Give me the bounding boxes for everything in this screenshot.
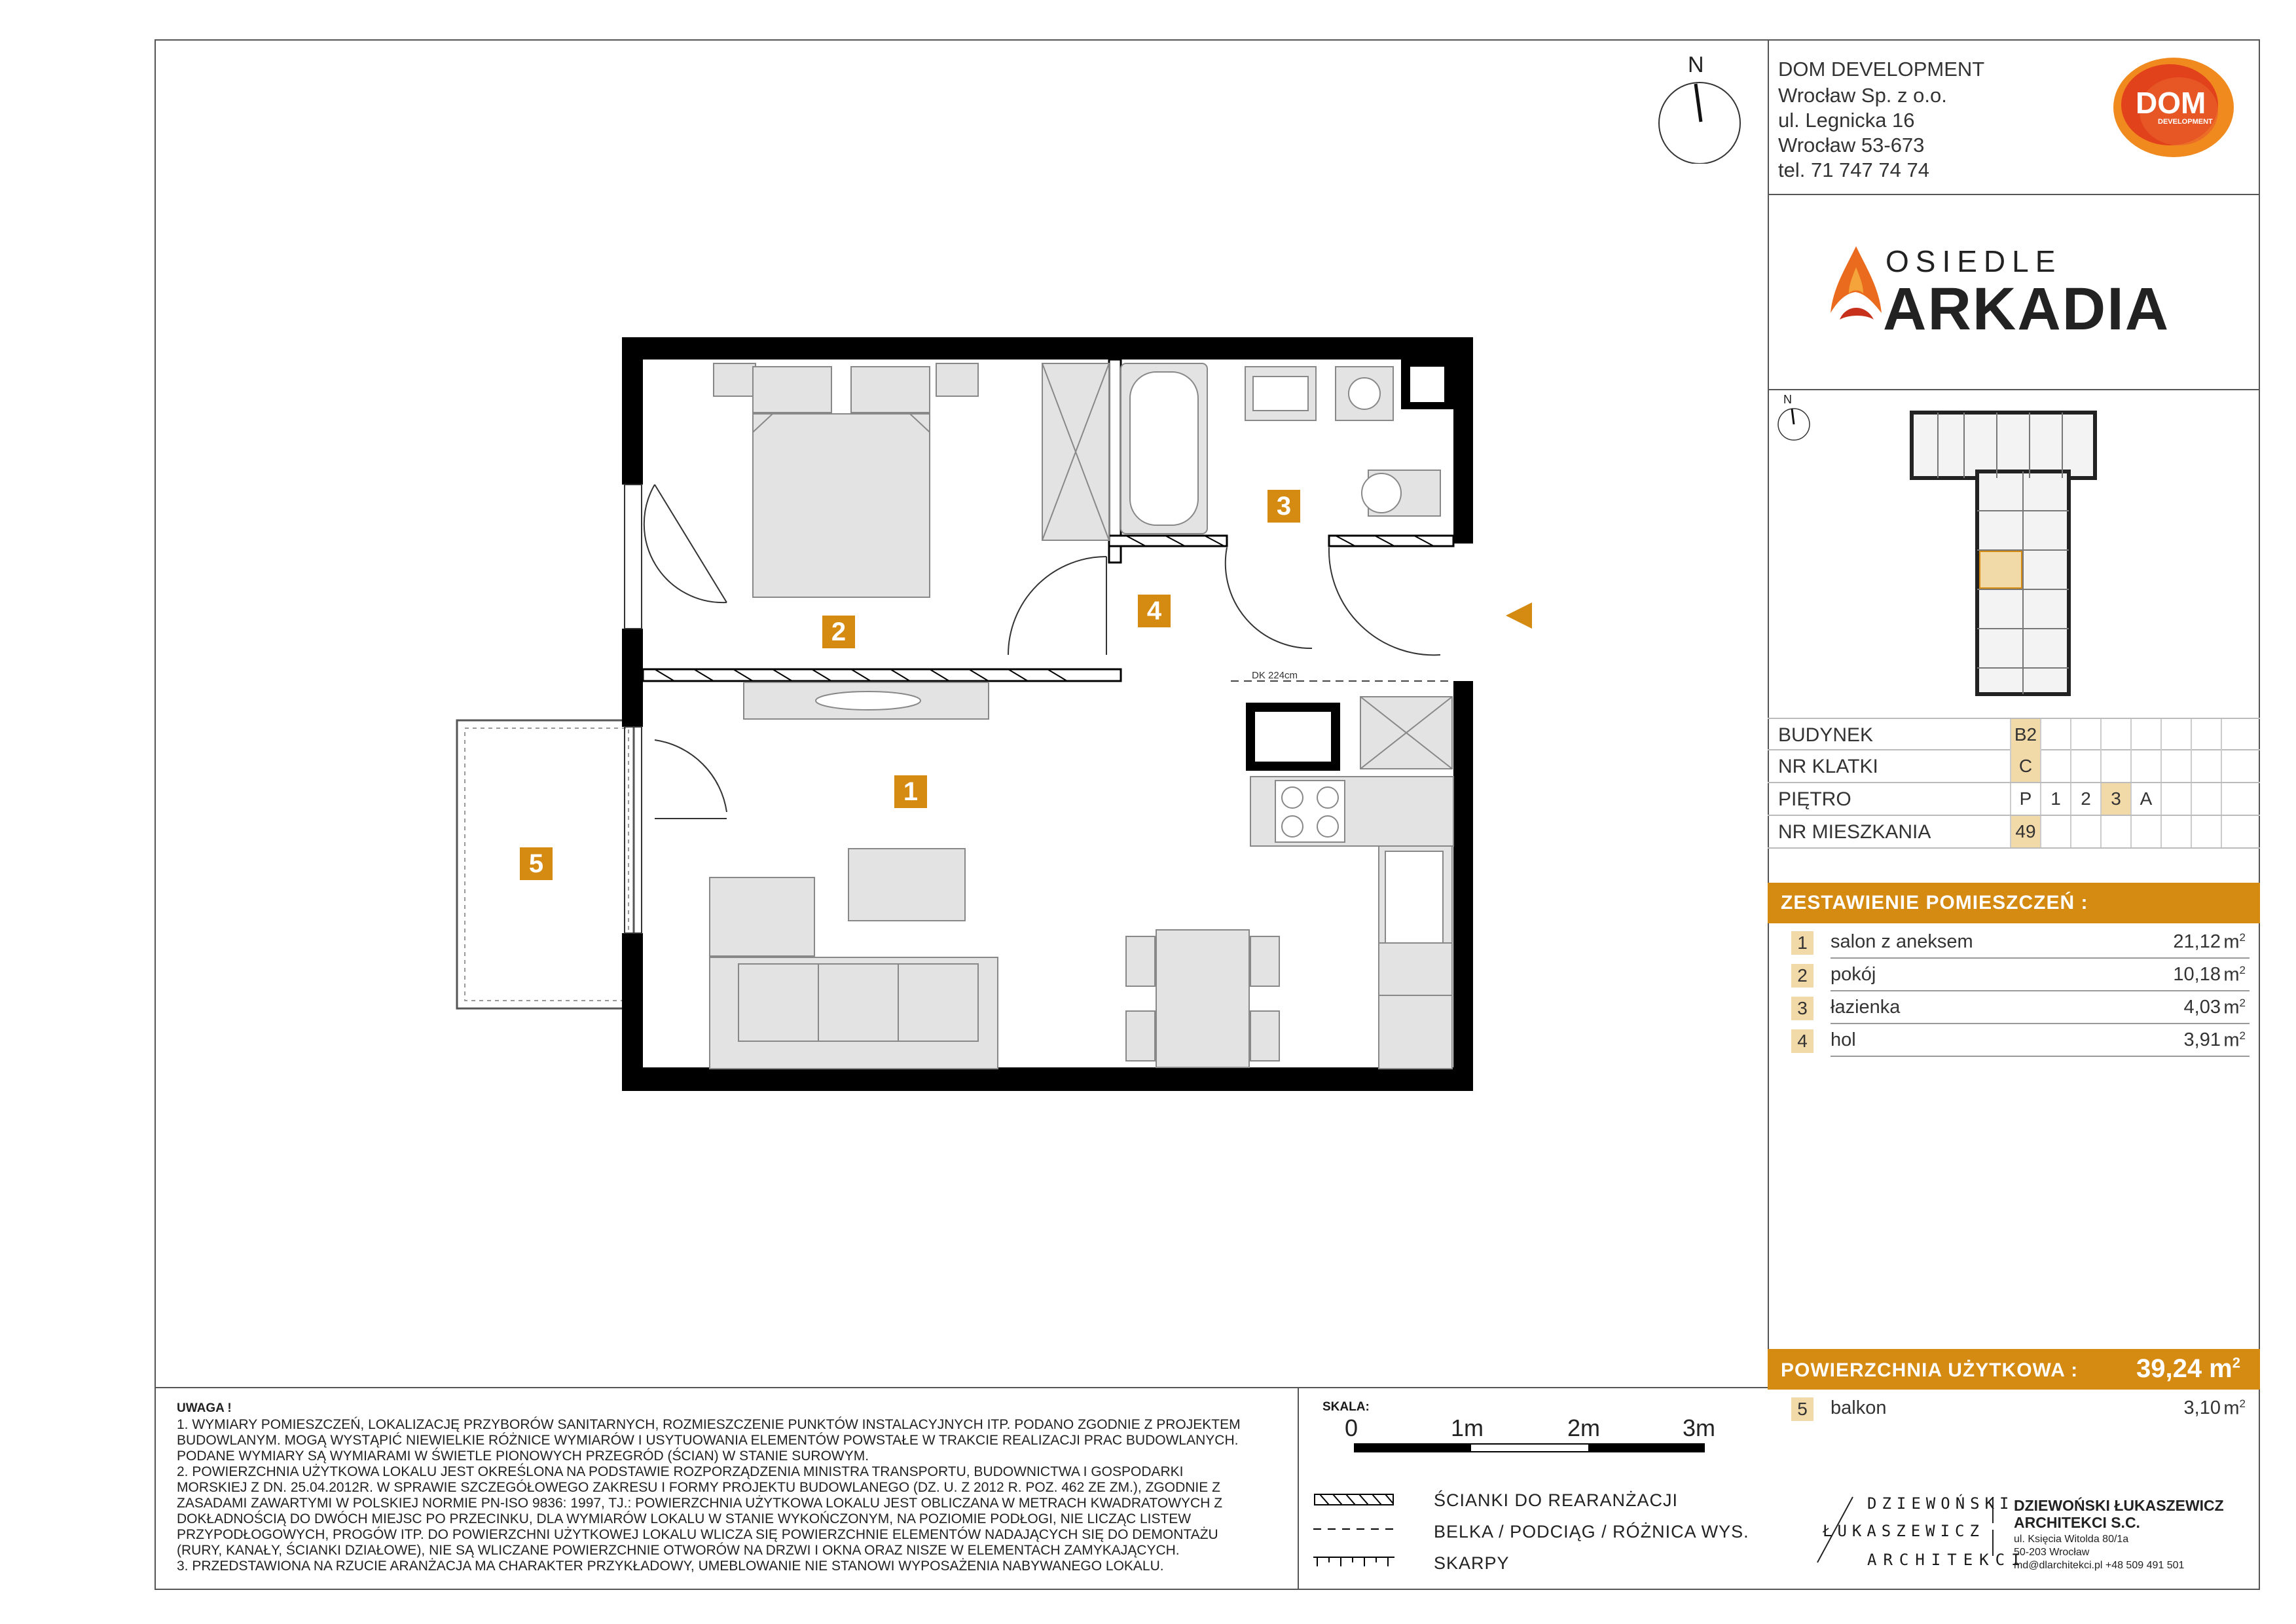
note-line: MORSKIEJ Z DN. 25.04.2012R. W SPRAWIE SZCZEGÓŁOWEGO ZAKRESU I FORMY PROJEKTU BUDOWLANEGO (DZ. U. Z 2012 R. POZ. 462 ZE ZM.), ZGODNIE Z — [177, 1480, 1220, 1495]
room-underline — [1831, 1056, 2250, 1057]
bed — [714, 363, 978, 597]
note-line: ZASADAMI ZAWARTYMI W POLSKIEJ NORMIE PN-ISO 9836: 1997, TJ.: POWIERZCHNIA UŻYTKOWA LOKALU JEST OBLICZANA W METRACH KWADRATOWYCH Z — [177, 1496, 1223, 1511]
arkadia-logo-icon — [1827, 241, 1886, 339]
room-row — [1768, 991, 2260, 1024]
scale-bar — [1354, 1443, 1705, 1452]
legend-rearrange-icon — [1313, 1493, 1394, 1506]
info-cell — [2160, 816, 2191, 847]
floor-plan — [432, 327, 1558, 1113]
room-number: 1 — [1791, 931, 1813, 955]
info-cell — [2191, 750, 2221, 782]
room-area: 10,18 — [2173, 964, 2221, 985]
note-line: BUDOWLANYM. MOGĄ WYSTĄPIĆ NIEWIELKIE RÓŻNICE WYMIARÓW I USYTUOWANIA ELEMENTÓW POWSTAŁE W TRAKCIE REALIZACJI PRAC BUDOWLANYCH. — [177, 1433, 1239, 1448]
architects-logo-line2: ŁUKASZEWICZ — [1823, 1522, 1984, 1540]
architects-name-suffix: ARCHITEKCI S.C. — [2014, 1514, 2140, 1531]
project-prefix: OSIEDLE — [1886, 244, 2062, 278]
dk-label: DK 224cm — [1252, 670, 1298, 681]
company-city: Wrocław 53-673 — [1778, 134, 1925, 157]
tv-cabinet — [744, 682, 989, 719]
wardrobe — [1042, 363, 1109, 540]
info-cell — [2070, 816, 2100, 847]
notes-title: UWAGA ! — [177, 1401, 232, 1415]
info-cell — [2191, 783, 2221, 815]
total-area-label: POWIERZCHNIA UŻYTKOWA : — [1781, 1359, 2079, 1381]
total-area-value: 39,24 $m^2$ — [2136, 1354, 2240, 1383]
info-cell — [2160, 783, 2191, 815]
plan-label-3: 3 — [1267, 490, 1300, 523]
info-cell — [2100, 750, 2130, 782]
dom-logo-subtext: DEVELOPMENT — [2158, 118, 2213, 126]
info-cell — [2040, 719, 2070, 750]
floor-option-2: 2 — [2070, 783, 2100, 815]
company-line2: Wrocław Sp. z o.o. — [1778, 84, 1947, 107]
budynek-label: BUDYNEK — [1778, 724, 1874, 746]
header-divider — [1768, 194, 2260, 195]
total-area-bar — [1768, 1349, 2260, 1390]
room-row — [1768, 959, 2260, 991]
mini-compass — [1776, 390, 1815, 443]
info-cell — [2100, 719, 2130, 750]
living-room-furniture — [710, 849, 998, 1069]
plan-label-2: 2 — [822, 616, 855, 648]
info-cell — [2070, 750, 2100, 782]
room-name: balkon — [1831, 1397, 1887, 1418]
legend-rearrange: ŚCIANKI DO REARANŻACJI — [1434, 1490, 1679, 1510]
legend-slope-icon — [1313, 1555, 1394, 1568]
entrance-arrow — [1506, 602, 1532, 629]
info-cell — [2221, 816, 2251, 847]
dom-logo-text: DOM — [2136, 86, 2206, 120]
scale-segment — [1355, 1445, 1471, 1451]
note-line: 1. WYMIARY POMIESZCZEŃ, LOKALIZACJĘ PRZYBORÓW SANITARNYCH, ROZMIESZCZENIE PUNKTÓW INSTALACYJNYCH ITP. PODANO ZGODNIE Z PROJEKTEM — [177, 1417, 1241, 1432]
vertical-divider — [1768, 39, 1769, 1387]
brand-divider — [1768, 389, 2260, 390]
room-number: 4 — [1791, 1029, 1813, 1053]
plan-label-4: 4 — [1138, 595, 1171, 627]
scale-mark: 1m — [1451, 1414, 1484, 1441]
info-cell — [2070, 719, 2100, 750]
note-line: 2. POWIERZCHNIA UŻYTKOWA LOKALU JEST OKREŚLONA NA PODSTAWIE ROZPORZĄDZENIA MINISTRA TRANSPORTU, BUDOWNICTWA I GOSPODARKI — [177, 1464, 1184, 1479]
klatka-value: C — [2010, 750, 2040, 782]
rooms-header-text: ZESTAWIENIE POMIESZCZEŃ : — [1781, 892, 2088, 913]
floor-option-3-selected: 3 — [2100, 783, 2130, 815]
room-row — [1768, 926, 2260, 959]
scale-mark: 0 — [1345, 1414, 1358, 1441]
scale-mark: 2m — [1567, 1414, 1601, 1441]
info-cell — [2160, 719, 2191, 750]
info-cell — [2160, 750, 2191, 782]
project-name: ARKADIA — [1883, 276, 2170, 342]
architects-address: ul. Księcia Witolda 80/1a — [2014, 1534, 2129, 1545]
north-label: N — [1688, 52, 1704, 77]
info-cell — [2191, 816, 2221, 847]
scale-segment — [1588, 1445, 1704, 1451]
notes-divider — [1298, 1387, 1299, 1590]
room-area: 3,10 — [2183, 1397, 2221, 1418]
room-number: 5 — [1791, 1397, 1813, 1421]
mieszkanie-label: NR MIESZKANIA — [1778, 821, 1931, 843]
scale-title: SKALA: — [1322, 1400, 1370, 1414]
info-row-pietro — [1768, 783, 2260, 816]
mieszkanie-value: 49 — [2010, 816, 2040, 847]
dining-table — [1126, 930, 1279, 1067]
scale-mark: 3m — [1683, 1414, 1716, 1441]
info-row-budynek — [1768, 718, 2260, 750]
company-name: DOM DEVELOPMENT — [1778, 58, 1985, 81]
mini-north-label: N — [1783, 393, 1792, 406]
info-cell — [2130, 719, 2160, 750]
info-cell — [2221, 783, 2251, 815]
note-line: PRZYPODŁOGOWYCH, PROGÓW ITP. DO POWIERZCHNI UŻYTKOWEJ LOKALU WLICZA SIĘ POWIERZCHNIE ELEMENTÓW NADAJĄCYCH SIĘ DO DEMONTAŻU — [177, 1527, 1218, 1542]
info-row-mieszkanie — [1768, 816, 2260, 849]
room-area: 4,03 — [2183, 997, 2221, 1018]
legend-beam: BELKA / PODCIĄG / RÓŻNICA WYS. — [1434, 1522, 1749, 1541]
room-unit: $m^2$ — [2223, 964, 2246, 986]
company-phone: tel. 71 747 74 74 — [1778, 158, 1929, 181]
info-cell — [2130, 816, 2160, 847]
note-line: DOKŁADNOŚCIĄ DO DWÓCH MIEJSC PO PRZECINKU, DLA WYMIARÓW LOKALU W STANIE WYKOŃCZONYM, NA POZIOMIE PODŁOGI, NIE LICZĄC LISTEW — [177, 1511, 1192, 1526]
kitchen — [1250, 697, 1453, 1069]
info-cell — [2221, 719, 2251, 750]
compass — [1656, 52, 1748, 164]
room-area: 3,91 — [2183, 1029, 2221, 1050]
info-cell — [2040, 750, 2070, 782]
architects-logo-line1: DZIEWOŃSKI — [1867, 1494, 2014, 1513]
room-name: salon z aneksem — [1831, 931, 1973, 952]
info-cell — [2130, 750, 2160, 782]
pietro-label: PIĘTRO — [1778, 788, 1851, 810]
room-unit: $m^2$ — [2223, 1029, 2246, 1051]
room-number: 3 — [1791, 997, 1813, 1020]
legend-beam-icon — [1313, 1526, 1394, 1532]
room-name: pokój — [1831, 964, 1876, 985]
budynek-value: B2 — [2010, 719, 2040, 750]
room-name: łazienka — [1831, 997, 1901, 1018]
room-name: hol — [1831, 1029, 1856, 1050]
plan-label-5: 5 — [520, 847, 553, 880]
room-unit: $m^2$ — [2223, 931, 2246, 953]
architects-logo-line3: ARCHITEKCI — [1867, 1551, 2028, 1569]
building-key-plan — [1899, 406, 2102, 701]
room-number: 2 — [1791, 964, 1813, 987]
note-line: (RURY, KANAŁY, ŚCIANKI DZIAŁOWE), NIE SĄ WLICZANE POWIERZCHNIE OTWORÓW NA DRZWI I OKNA ORAZ NISZE W ELEMENTACH ZAMYKAJĄCYCH. — [177, 1543, 1180, 1558]
room-unit: $m^2$ — [2223, 1397, 2246, 1419]
mini-compass-icon — [1776, 406, 1812, 443]
info-cell — [2191, 719, 2221, 750]
info-cell — [2100, 816, 2130, 847]
architects-contact: md@dlarchitekci.pl +48 509 491 501 — [2014, 1560, 2185, 1571]
legend-slope: SKARPY — [1434, 1553, 1510, 1573]
compass-icon — [1656, 79, 1745, 164]
room-row — [1768, 1024, 2260, 1057]
floor-option-p: P — [2010, 783, 2040, 815]
note-line: PODANE WYMIARY SĄ WYMIARAMI W ŚWIETLE PIONOWYCH PRZEGRÓD (ŚCIAN) W STANIE SUROWYM. — [177, 1449, 869, 1464]
room-area: 21,12 — [2173, 931, 2221, 952]
architects-logo — [1813, 1490, 2028, 1576]
room-unit: $m^2$ — [2223, 997, 2246, 1018]
klatka-label: NR KLATKI — [1778, 756, 1878, 777]
rooms-header — [1768, 883, 2260, 923]
dom-development-logo — [2107, 51, 2242, 162]
plan-label-1: 1 — [894, 775, 927, 808]
balcony-row — [1768, 1392, 2260, 1425]
company-street: ul. Legnicka 16 — [1778, 109, 1915, 132]
floor-option-a: A — [2130, 783, 2160, 815]
info-cell — [2040, 816, 2070, 847]
note-line: 3. PRZEDSTAWIONA NA RZUCIE ARANŻACJA MA CHARAKTER PRZYKŁADOWY, UMEBLOWANIE NIE STANOWI WYPOSAŻENIA NABYWANEGO LOKALU. — [177, 1559, 1164, 1574]
architects-city: 50-203 Wrocław — [2014, 1547, 2090, 1558]
floor-option-1: 1 — [2040, 783, 2070, 815]
info-row-klatka — [1768, 750, 2260, 783]
info-cell — [2221, 750, 2251, 782]
architects-name: DZIEWOŃSKI ŁUKASZEWICZ — [2014, 1497, 2224, 1514]
